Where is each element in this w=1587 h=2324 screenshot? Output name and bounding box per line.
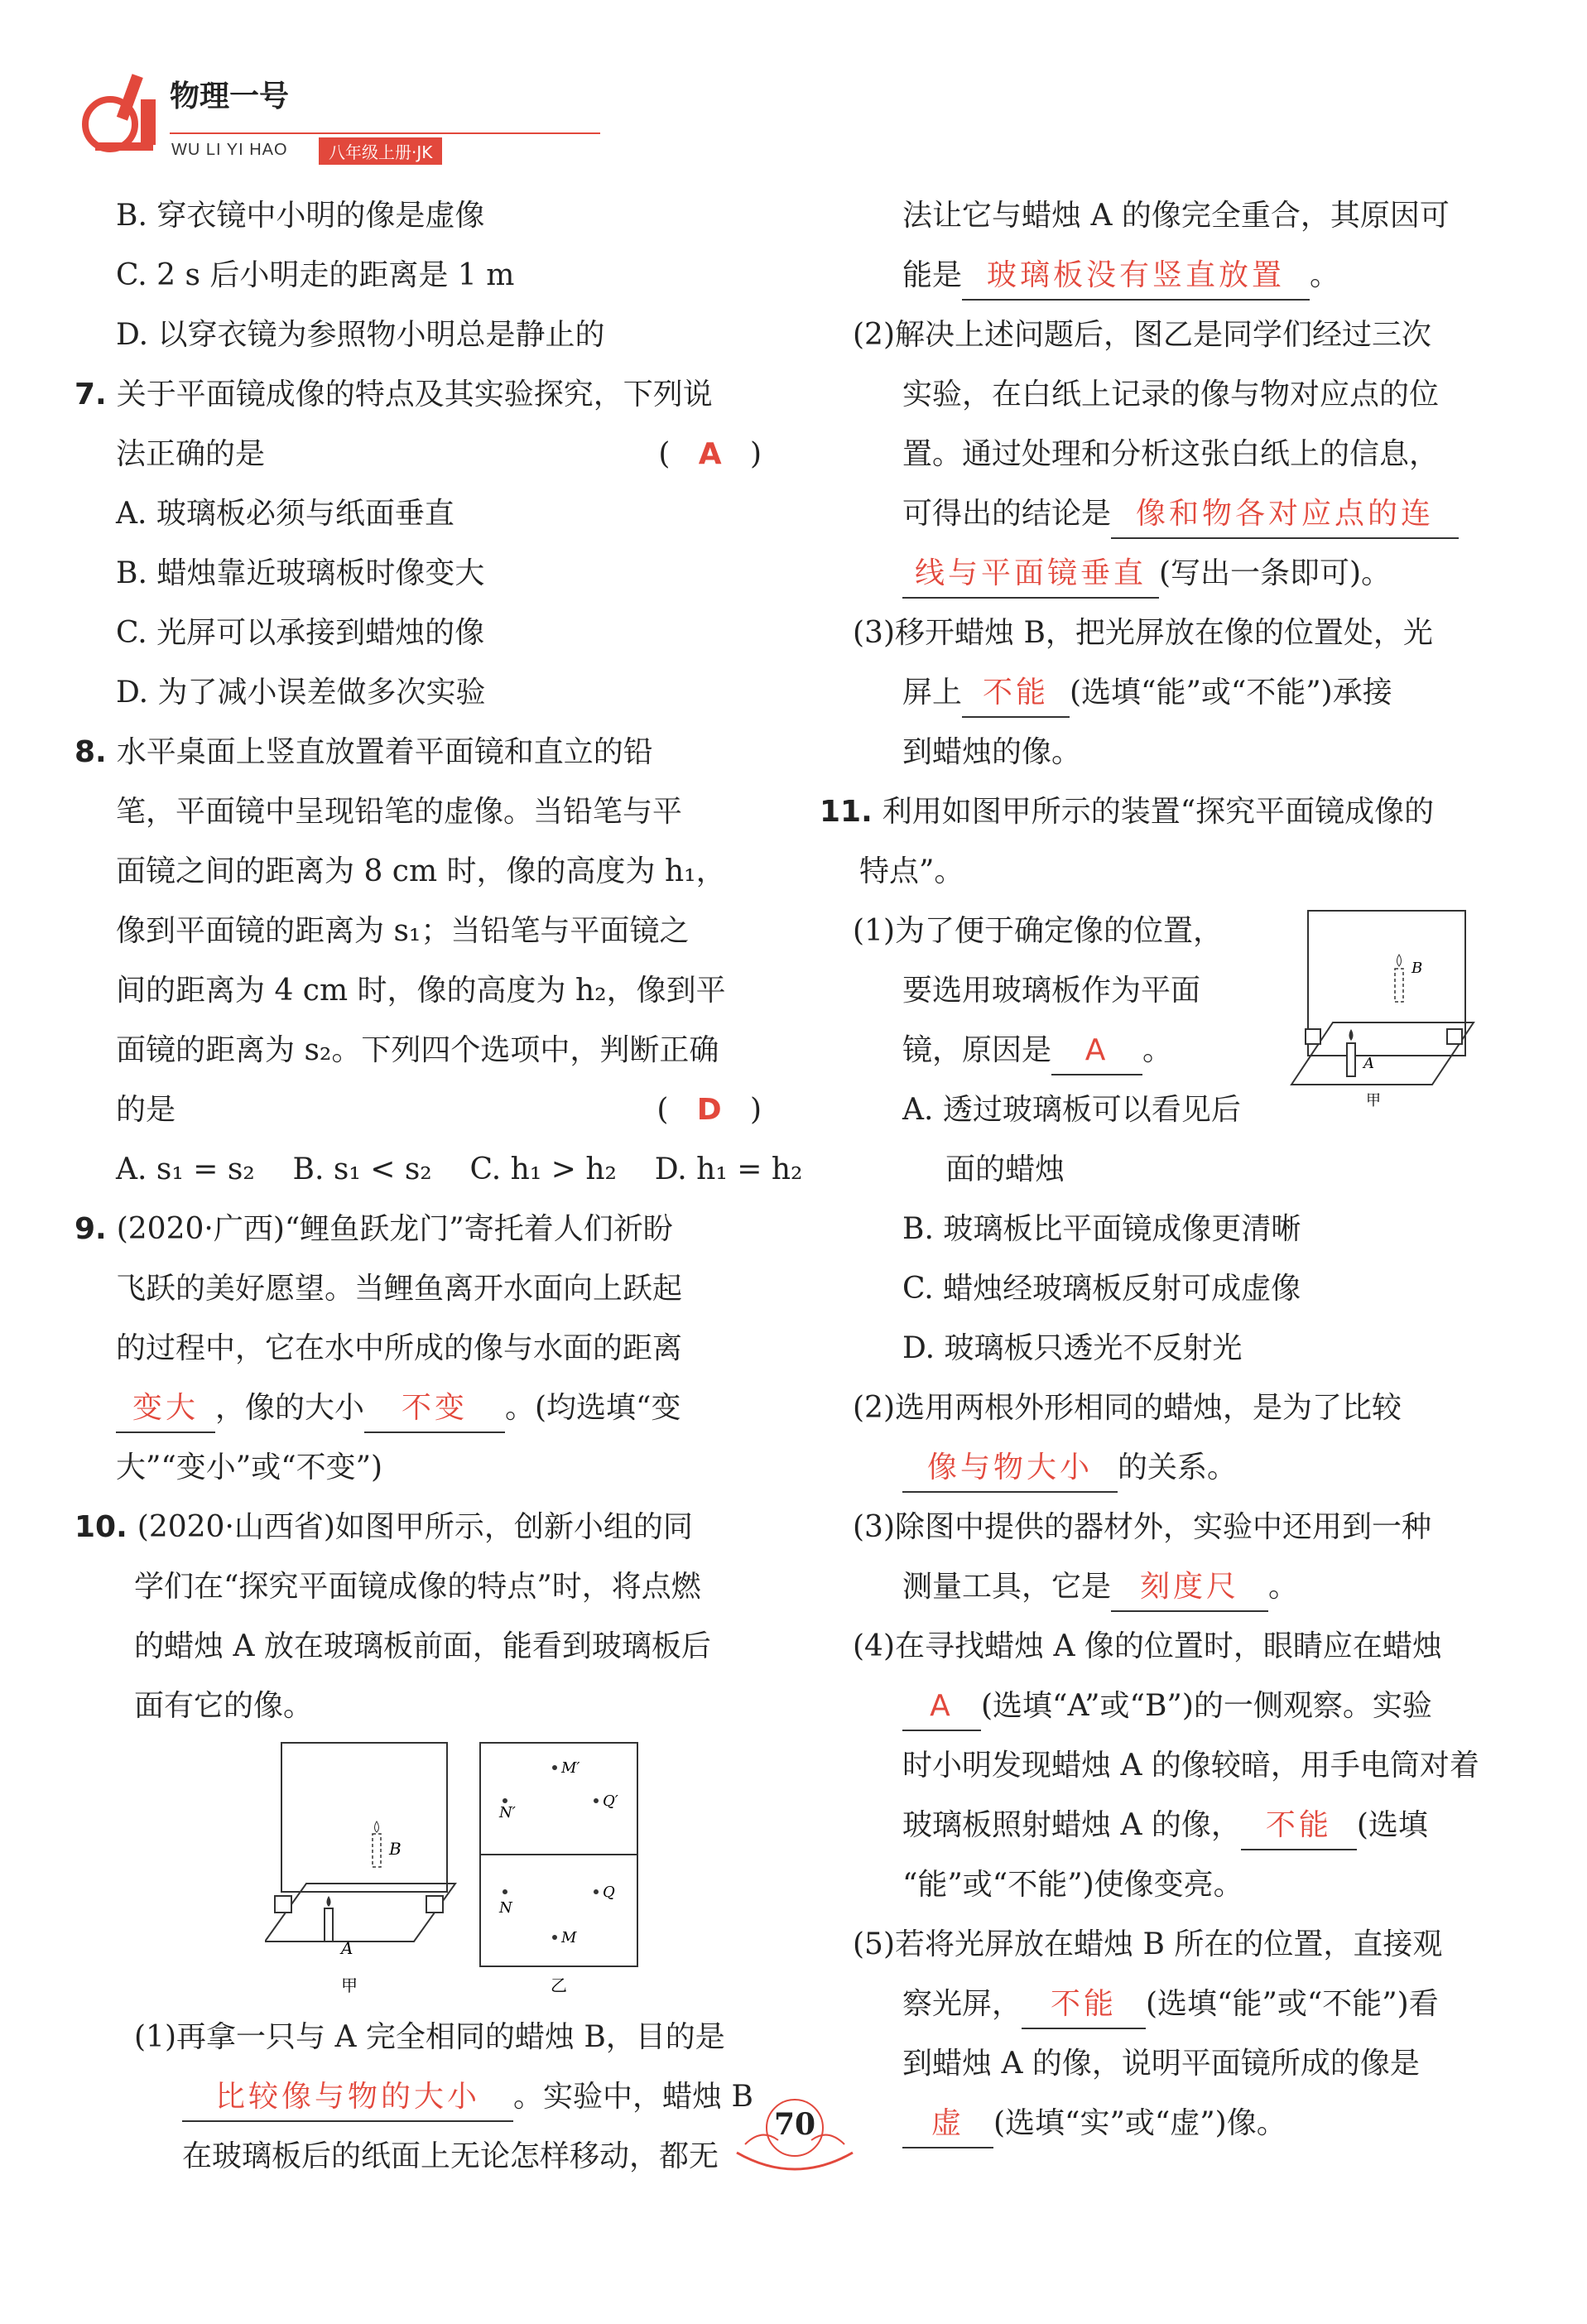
q10-number: 10. bbox=[75, 1510, 127, 1544]
q11-stem-line2: 特点”。 bbox=[859, 854, 964, 888]
q11-2-line1: (2)选用两根外形相同的蜡烛，是为了比较 bbox=[853, 1391, 1402, 1425]
caption-jia: 甲 bbox=[341, 1975, 358, 1995]
candle-a bbox=[1347, 1043, 1355, 1076]
q11-1-line1: (1)为了便于确定像的位置， bbox=[853, 914, 1223, 948]
q11-4-blank2: 不能 bbox=[1241, 1802, 1357, 1850]
point-n: N bbox=[499, 1899, 512, 1917]
q11-figure bbox=[1287, 907, 1478, 1109]
q11-1-blank: A bbox=[1051, 1027, 1142, 1075]
q11-3-line2: 测量工具，它是 刻度尺 。 bbox=[820, 1557, 1515, 1617]
page-number: 70 bbox=[773, 2107, 816, 2142]
grade-badge: 八年级上册·JK bbox=[319, 137, 442, 165]
q8-stem-line5: 间的距离为 4 cm 时，像的高度为 h₂，像到平 bbox=[116, 974, 726, 1008]
caption-yi: 乙 bbox=[551, 1975, 567, 1995]
figure-jia bbox=[265, 1743, 455, 1995]
label-b: B bbox=[1411, 960, 1423, 977]
q10-2-blank-a: 像和物各对应点的连 bbox=[1111, 491, 1459, 539]
label-a: A bbox=[1363, 1055, 1374, 1072]
q10-2-line5: 线与平面镜垂直 (写出一条即可)。 bbox=[820, 544, 1515, 604]
q7-option-c: C. 光屏可以承接到蜡烛的像 bbox=[116, 616, 485, 650]
point-n-prime: N′ bbox=[499, 1804, 516, 1821]
q10-2-blank-b: 线与平面镜垂直 bbox=[902, 551, 1159, 599]
q10-1-blank2: 玻璃板没有竖直放置 bbox=[962, 253, 1310, 301]
q11-4-line1: (4)在寻找蜡烛 A 像的位置时，眼睛应在蜡烛 bbox=[853, 1629, 1442, 1663]
caption-jia: 甲 bbox=[1366, 1092, 1381, 1109]
label-b: B bbox=[389, 1839, 402, 1859]
q7-answer: ( A ) bbox=[658, 437, 762, 471]
q8-stem-line2: 笔，平面镜中呈现铅笔的虚像。当铅笔与平 bbox=[116, 795, 683, 829]
q10-stem-line1: 10. (2020·山西省)如图甲所示，创新小组的同 bbox=[75, 1510, 693, 1544]
q8-answer: ( D ) bbox=[656, 1093, 762, 1127]
q11-1-option-a-line2: 面的蜡烛 bbox=[945, 1152, 1065, 1186]
q11-5-blank2: 虚 bbox=[902, 2100, 993, 2148]
q11-number: 11. bbox=[820, 795, 873, 829]
q10-3-line1: (3)移开蜡烛 B，把光屏放在像的位置处，光 bbox=[853, 616, 1433, 650]
q6-option-c: C. 2 s 后小明走的距离是 1 m bbox=[116, 258, 515, 292]
point-q: Q bbox=[603, 1884, 615, 1901]
q9-stem-line1: 9. (2020·广西)“鲤鱼跃龙门”寄托着人们祈盼 bbox=[75, 1212, 673, 1246]
q10-stem-line4: 面有它的像。 bbox=[134, 1689, 314, 1723]
q11-5-line4: 虚 (选填“实”或“虚”)像。 bbox=[820, 2094, 1515, 2153]
q10-3-line2: 屏上 不能 (选填“能”或“不能”)承接 bbox=[820, 663, 1515, 723]
candle-b bbox=[1395, 969, 1403, 1002]
q11-4-line3: 时小明发现蜡烛 A 的像较暗，用手电筒对着 bbox=[902, 1749, 1479, 1783]
q10-1-line4: 法让它与蜡烛 A 的像完全重合，其原因可 bbox=[902, 199, 1450, 233]
q11-4-blank: A bbox=[902, 1683, 981, 1731]
q6-option-d: D. 以穿衣镜为参照物小明总是静止的 bbox=[116, 318, 605, 352]
q7-stem-line2: 法正确的是 ( A ) bbox=[75, 425, 770, 484]
q11-1-line2: 要选用玻璃板作为平面 bbox=[902, 974, 1201, 1008]
q9-blank1: 变大 bbox=[116, 1385, 215, 1433]
left-column-bottom bbox=[75, 2008, 770, 2187]
q11-5-line2: 察光屏， 不能 (选填“能”或“不能”)看 bbox=[820, 1975, 1515, 2034]
q10-2-line4: 可得出的结论是 像和物各对应点的连 bbox=[820, 484, 1515, 544]
brand-subtitle: WU LI YI HAO bbox=[171, 141, 288, 159]
q9-blank2: 不变 bbox=[364, 1385, 505, 1433]
q11-4-line4: 玻璃板照射蜡烛 A 的像， 不能 (选填 bbox=[820, 1796, 1515, 1855]
q11-4-line2: A (选填“A”或“B”)的一侧观察。实验 bbox=[820, 1677, 1515, 1736]
candle-a bbox=[325, 1908, 333, 1941]
left-column bbox=[75, 186, 803, 1736]
q9-stem-line4: 变大 ，像的大小 不变 。(均选填“变 bbox=[75, 1379, 770, 1438]
q10-figure bbox=[265, 1735, 654, 1999]
q11-2-blank: 像与物大小 bbox=[902, 1445, 1118, 1493]
q9-stem-line5: 大”“变小”或“不变”) bbox=[116, 1451, 383, 1484]
q10-1-line2: 比较像与物的大小 。实验中，蜡烛 B bbox=[75, 2067, 770, 2127]
microscope-logo-icon bbox=[79, 66, 161, 157]
q8-options: A. s₁ = s₂ B. s₁ < s₂ C. h₁ > h₂ D. h₁ = h₂ bbox=[116, 1152, 803, 1186]
q8-number: 8. bbox=[75, 735, 107, 769]
q10-3-blank: 不能 bbox=[962, 670, 1070, 718]
q8-stem-line4: 像到平面镜的距离为 s₁；当铅笔与平面镜之 bbox=[116, 914, 690, 948]
q11-1-option-c: C. 蜡烛经玻璃板反射可成虚像 bbox=[902, 1272, 1301, 1306]
q11-3-blank: 刻度尺 bbox=[1111, 1564, 1268, 1612]
q11-5-line1: (5)若将光屏放在蜡烛 B 所在的位置，直接观 bbox=[853, 1927, 1443, 1961]
q10-stem-line2: 学们在“探究平面镜成像的特点”时，将点燃 bbox=[134, 1570, 701, 1604]
q7-option-a: A. 玻璃板必须与纸面垂直 bbox=[116, 497, 454, 531]
point-m: M bbox=[561, 1929, 577, 1946]
point-m-prime: M′ bbox=[561, 1759, 580, 1777]
q8-stem-line1: 8. 水平桌面上竖直放置着平面镜和直立的铅 bbox=[75, 735, 653, 769]
right-column bbox=[820, 186, 1515, 2153]
header-rule bbox=[170, 132, 600, 134]
label-a: A bbox=[341, 1938, 353, 1958]
q11-1-line3: 镜，原因是 A 。 bbox=[820, 1021, 1515, 1080]
q6-option-b: B. 穿衣镜中小明的像是虚像 bbox=[116, 199, 485, 233]
q9-stem-line3: 的过程中，它在水中所成的像与水面的距离 bbox=[116, 1331, 683, 1365]
q10-3-line3: 到蜡烛的像。 bbox=[902, 735, 1082, 769]
q7-option-d: D. 为了减小误差做多次实验 bbox=[116, 676, 486, 710]
q10-1-blank: 比较像与物的大小 bbox=[182, 2074, 513, 2122]
candle-b bbox=[373, 1834, 381, 1867]
figure-yi bbox=[480, 1743, 637, 1995]
q10-1-line3: 在玻璃板后的纸面上无论怎样移动，都无 bbox=[182, 2139, 719, 2173]
q10-2-line3: 置。通过处理和分析这张白纸上的信息， bbox=[902, 437, 1440, 471]
q9-number: 9. bbox=[75, 1212, 107, 1246]
q11-5-line3: 到蜡烛 A 的像，说明平面镜所成的像是 bbox=[902, 2047, 1420, 2081]
point-q-prime: Q′ bbox=[603, 1792, 618, 1810]
q10-1-line5: 能是 玻璃板没有竖直放置 。 bbox=[820, 246, 1515, 306]
q10-1-line1: (1)再拿一只与 A 完全相同的蜡烛 B，目的是 bbox=[134, 2020, 725, 2054]
q10-2-line1: (2)解决上述问题后，图乙是同学们经过三次 bbox=[853, 318, 1431, 352]
q11-3-line1: (3)除图中提供的器材外，实验中还用到一种 bbox=[853, 1510, 1431, 1544]
q11-1-option-b: B. 玻璃板比平面镜成像更清晰 bbox=[902, 1212, 1301, 1246]
q8-stem-line3: 面镜之间的距离为 8 cm 时，像的高度为 h₁， bbox=[116, 854, 726, 888]
q11-5-blank: 不能 bbox=[1022, 1981, 1146, 2029]
q7-option-b: B. 蜡烛靠近玻璃板时像变大 bbox=[116, 556, 485, 590]
q9-stem-line2: 飞跃的美好愿望。当鲤鱼离开水面向上跃起 bbox=[116, 1272, 683, 1306]
q8-stem-line7: 的是 ( D ) bbox=[75, 1080, 770, 1140]
q7-stem-line1: 7. 关于平面镜成像的特点及其实验探究，下列说 bbox=[75, 378, 713, 411]
q11-4-line5: “能”或“不能”)使像变亮。 bbox=[902, 1868, 1243, 1902]
q7-number: 7. bbox=[75, 378, 107, 411]
q10-stem-line3: 的蜡烛 A 放在玻璃板前面，能看到玻璃板后 bbox=[134, 1629, 711, 1663]
q11-1-option-a-line1: A. 透过玻璃板可以看见后 bbox=[902, 1093, 1241, 1127]
page-header bbox=[79, 58, 509, 166]
q8-stem-line6: 面镜的距离为 s₂。下列四个选项中，判断正确 bbox=[116, 1033, 719, 1067]
q11-stem-line1: 11. 利用如图甲所示的装置“探究平面镜成像的 bbox=[820, 795, 1435, 829]
q11-1-option-d: D. 玻璃板只透光不反射光 bbox=[902, 1331, 1243, 1365]
brand-title: 物理一号 bbox=[170, 79, 290, 113]
q10-2-line2: 实验，在白纸上记录的像与物对应点的位 bbox=[902, 378, 1440, 411]
q11-2-line2: 像与物大小 的关系。 bbox=[820, 1438, 1515, 1498]
